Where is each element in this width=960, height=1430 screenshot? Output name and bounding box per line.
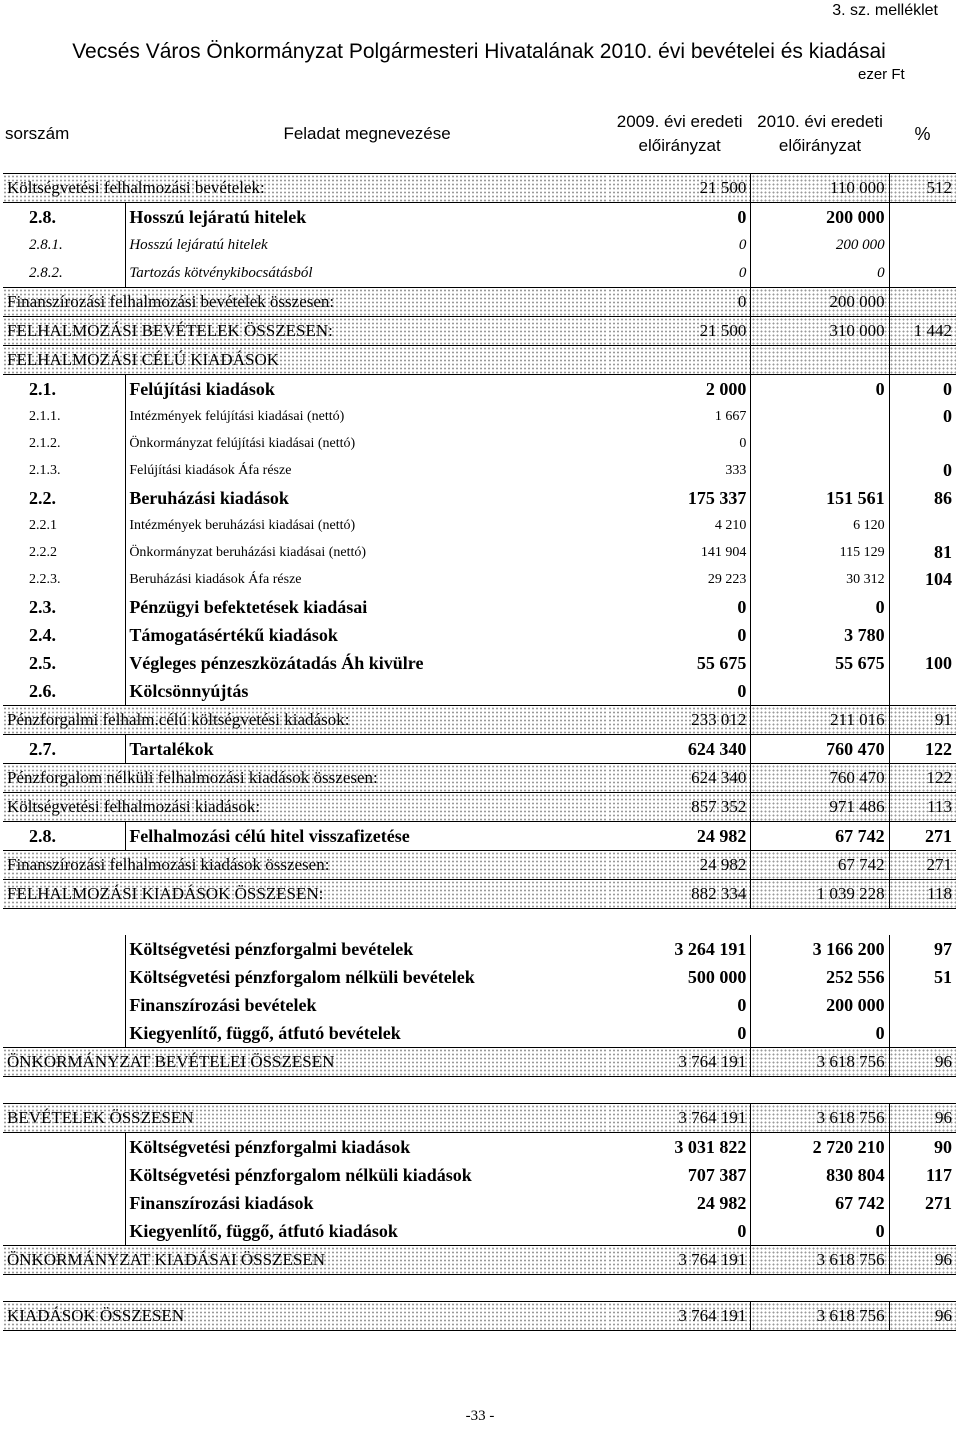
- row-value-2009: 3 764 191: [608, 1104, 751, 1133]
- row-value-2009: [608, 1077, 751, 1104]
- table-row: [3, 822, 956, 851]
- row-name: Végleges pénzeszközátadás Áh kivülre: [126, 649, 609, 677]
- row-name: FELHALMOZÁSI KIADÁSOK ÖSSZESEN:: [3, 880, 608, 909]
- row-value-2010: 67 742: [751, 1189, 889, 1217]
- row-name: [3, 1275, 608, 1302]
- row-value-2009: 24 982: [608, 851, 751, 880]
- row-value-2010: [751, 909, 889, 936]
- row-percent: [889, 621, 956, 649]
- row-value-2009: 882 334: [608, 880, 751, 909]
- row-code: 2.5.: [29, 652, 56, 673]
- row-name: BEVÉTELEK ÖSSZESEN: [3, 1104, 608, 1133]
- header-code: sorszám: [3, 95, 126, 174]
- row-name: Pénzügyi befektetések kiadásai: [126, 593, 609, 621]
- row-code: [3, 1189, 126, 1217]
- row-name: Finanszírozási felhalmozási kiadások összesen:: [3, 851, 608, 880]
- row-value-2009: 29 223: [608, 566, 751, 593]
- table-row: [3, 935, 956, 963]
- row-name: Hosszú lejáratú hitelek: [126, 203, 609, 232]
- table-row: [3, 1133, 956, 1162]
- row-value-2009: 2 000: [608, 375, 751, 404]
- table-row: [3, 706, 956, 735]
- row-code: [3, 1161, 126, 1189]
- table-row: [3, 259, 956, 288]
- table-header-row: [3, 95, 956, 174]
- row-code: 2.8.: [29, 825, 56, 846]
- table-row: [3, 539, 956, 566]
- row-value-2010: 115 129: [751, 539, 889, 566]
- row-value-2009: 233 012: [608, 706, 751, 735]
- row-value-2009: 21 500: [608, 317, 751, 346]
- row-code: 2.7.: [29, 738, 56, 759]
- row-percent: 0: [943, 460, 952, 480]
- row-value-2010: 67 742: [751, 851, 889, 880]
- row-code: [3, 935, 126, 963]
- row-name: Kölcsönnyújtás: [126, 677, 609, 706]
- header-v1: 2009. évi eredeti előirányzat: [608, 95, 751, 174]
- row-percent: [889, 991, 956, 1019]
- row-code: 2.2.2: [29, 544, 57, 560]
- row-value-2009: 624 340: [608, 735, 751, 764]
- row-value-2010: 0: [751, 259, 889, 288]
- row-value-2010: 3 618 756: [751, 1302, 889, 1331]
- annex-label: 3. sz. melléklet: [832, 2, 938, 19]
- row-name: Finanszírozási kiadások: [126, 1189, 609, 1217]
- row-name: Felújítási kiadások Áfa része: [126, 457, 609, 484]
- row-percent: [889, 430, 956, 457]
- row-value-2009: 1 667: [608, 403, 751, 430]
- row-value-2009: 175 337: [608, 484, 751, 512]
- row-name: Költségvetési pénzforgalmi bevételek: [126, 935, 609, 963]
- row-percent: 96: [889, 1302, 956, 1331]
- row-percent: 0: [943, 406, 952, 426]
- row-percent: [889, 1217, 956, 1246]
- row-value-2009: 0: [608, 677, 751, 706]
- row-value-2009: 55 675: [608, 649, 751, 677]
- row-percent: 96: [889, 1104, 956, 1133]
- table-row: [3, 880, 956, 909]
- row-value-2010: 110 000: [751, 174, 889, 203]
- row-name: Tartalékok: [126, 735, 609, 764]
- table-row: [3, 1246, 956, 1275]
- row-percent: [889, 909, 956, 936]
- table-row: [3, 764, 956, 793]
- row-name: Beruházási kiadások: [126, 484, 609, 512]
- row-value-2010: [751, 677, 889, 706]
- row-code: 2.2.: [29, 487, 56, 508]
- row-value-2010: 151 561: [751, 484, 889, 512]
- table-row: [3, 566, 956, 593]
- table-row: [3, 909, 956, 936]
- row-value-2010: 200 000: [751, 203, 889, 232]
- row-value-2010: 30 312: [751, 566, 889, 593]
- row-name: Költségvetési pénzforgalom nélküli bevételek: [126, 963, 609, 991]
- table-row: [3, 430, 956, 457]
- row-percent: 271: [925, 1192, 952, 1213]
- row-value-2010: 760 470: [751, 764, 889, 793]
- table-row: [3, 677, 956, 706]
- row-code: 2.8.2.: [29, 264, 63, 281]
- row-percent: [889, 512, 956, 539]
- row-percent: 122: [889, 764, 956, 793]
- table-row: [3, 1217, 956, 1246]
- row-value-2009: 0: [608, 593, 751, 621]
- row-percent: [889, 677, 956, 706]
- row-percent: [889, 1275, 956, 1302]
- row-name: Finanszírozási felhalmozási bevételek összesen:: [3, 288, 608, 317]
- table-row: [3, 1077, 956, 1104]
- row-value-2010: 0: [751, 1019, 889, 1048]
- row-value-2009: 500 000: [608, 963, 751, 991]
- row-code: 2.6.: [29, 680, 56, 701]
- row-value-2010: 3 618 756: [751, 1246, 889, 1275]
- row-code: 2.4.: [29, 624, 56, 645]
- row-value-2009: [608, 909, 751, 936]
- table-row: [3, 231, 956, 259]
- row-value-2009: 0: [608, 430, 751, 457]
- table-row: [3, 649, 956, 677]
- row-value-2010: [751, 1077, 889, 1104]
- row-percent: [889, 1019, 956, 1048]
- row-name: ÖNKORMÁNYZAT BEVÉTELEI ÖSSZESEN: [3, 1048, 608, 1077]
- row-value-2009: 0: [608, 231, 751, 259]
- row-name: Költségvetési pénzforgalmi kiadások: [126, 1133, 609, 1162]
- row-value-2009: 624 340: [608, 764, 751, 793]
- table-row: [3, 1161, 956, 1189]
- row-percent: 104: [925, 569, 952, 589]
- row-value-2009: [608, 346, 751, 375]
- row-name: FELHALMOZÁSI CÉLÚ KIADÁSOK: [3, 346, 608, 375]
- row-value-2009: 3 764 191: [608, 1302, 751, 1331]
- row-value-2010: 200 000: [751, 231, 889, 259]
- row-percent: [889, 259, 956, 288]
- table-row: [3, 317, 956, 346]
- table-row: [3, 1189, 956, 1217]
- table-row: [3, 963, 956, 991]
- row-value-2010: 200 000: [751, 991, 889, 1019]
- row-value-2010: [751, 457, 889, 484]
- row-percent: [889, 231, 956, 259]
- page-number: -33 -: [465, 1408, 495, 1424]
- row-percent: 90: [934, 1136, 952, 1157]
- table-row: [3, 203, 956, 232]
- row-percent: 97: [934, 938, 952, 959]
- row-value-2009: 333: [608, 457, 751, 484]
- row-value-2010: 3 618 756: [751, 1104, 889, 1133]
- row-value-2010: 830 804: [751, 1161, 889, 1189]
- row-value-2010: 971 486: [751, 793, 889, 822]
- row-value-2009: 24 982: [608, 1189, 751, 1217]
- row-percent: 117: [925, 1164, 952, 1185]
- row-value-2009: 0: [608, 621, 751, 649]
- row-percent: 100: [925, 652, 952, 673]
- row-value-2010: 3 780: [751, 621, 889, 649]
- row-name: Kiegyenlítő, függő, átfutó bevételek: [126, 1019, 609, 1048]
- row-code: 2.1.3.: [29, 462, 61, 478]
- table-row: [3, 1275, 956, 1302]
- row-value-2010: 1 039 228: [751, 880, 889, 909]
- row-value-2010: [751, 430, 889, 457]
- row-name: [3, 1077, 608, 1104]
- row-percent: 1 442: [889, 317, 956, 346]
- row-name: Pénzforgalom nélküli felhalmozási kiadások összesen:: [3, 764, 608, 793]
- table-row: [3, 735, 956, 764]
- table-row: [3, 346, 956, 375]
- row-name: Támogatásértékű kiadások: [126, 621, 609, 649]
- row-name: Beruházási kiadások Áfa része: [126, 566, 609, 593]
- row-value-2010: 0: [751, 375, 889, 404]
- row-value-2009: 0: [608, 991, 751, 1019]
- row-name: Intézmények felújítási kiadásai (nettó): [126, 403, 609, 430]
- row-code: 2.1.2.: [29, 435, 61, 451]
- header-pct: %: [889, 95, 956, 174]
- row-name: Önkormányzat felújítási kiadásai (nettó): [126, 430, 609, 457]
- row-name: Kiegyenlítő, függő, átfutó kiadások: [126, 1217, 609, 1246]
- row-value-2009: 857 352: [608, 793, 751, 822]
- row-code: [3, 1133, 126, 1162]
- row-value-2010: 2 720 210: [751, 1133, 889, 1162]
- row-name: FELHALMOZÁSI BEVÉTELEK ÖSSZESEN:: [3, 317, 608, 346]
- table-row: [3, 512, 956, 539]
- row-value-2010: 6 120: [751, 512, 889, 539]
- table-row: [3, 288, 956, 317]
- row-percent: 86: [934, 487, 952, 508]
- row-name: KIADÁSOK ÖSSZESEN: [3, 1302, 608, 1331]
- row-code: 2.1.1.: [29, 408, 61, 424]
- row-name: Felhalmozási célú hitel visszafizetése: [126, 822, 609, 851]
- row-value-2009: 707 387: [608, 1161, 751, 1189]
- row-value-2010: 252 556: [751, 963, 889, 991]
- row-percent: 512: [889, 174, 956, 203]
- row-value-2009: 0: [608, 288, 751, 317]
- row-value-2009: 0: [608, 259, 751, 288]
- row-value-2010: 55 675: [751, 649, 889, 677]
- table-row: [3, 1302, 956, 1331]
- row-code: [3, 963, 126, 991]
- header-name: Feladat megnevezése: [126, 95, 609, 174]
- row-code: 2.3.: [29, 596, 56, 617]
- row-value-2010: 200 000: [751, 288, 889, 317]
- row-value-2010: 3 166 200: [751, 935, 889, 963]
- row-percent: 113: [889, 793, 956, 822]
- row-name: Költségvetési felhalmozási bevételek:: [3, 174, 608, 203]
- row-value-2010: 760 470: [751, 735, 889, 764]
- table-row: [3, 484, 956, 512]
- row-name: Önkormányzat beruházási kiadásai (nettó): [126, 539, 609, 566]
- row-name: Felújítási kiadások: [126, 375, 609, 404]
- row-percent: [889, 593, 956, 621]
- table-row: [3, 174, 956, 203]
- row-name: Finanszírozási bevételek: [126, 991, 609, 1019]
- row-name: Tartozás kötvénykibocsátásból: [126, 259, 609, 288]
- row-percent: 96: [889, 1048, 956, 1077]
- table-row: [3, 851, 956, 880]
- header-v2: 2010. évi eredeti előirányzat: [751, 95, 889, 174]
- row-code: 2.1.: [29, 378, 56, 399]
- row-value-2009: 0: [608, 1217, 751, 1246]
- unit-label: ezer Ft: [858, 66, 905, 83]
- row-value-2009: [608, 1275, 751, 1302]
- row-code: 2.2.1: [29, 517, 57, 533]
- row-percent: [889, 203, 956, 232]
- row-percent: 118: [889, 880, 956, 909]
- table-row: [3, 1104, 956, 1133]
- row-percent: 51: [934, 966, 952, 987]
- row-value-2010: 310 000: [751, 317, 889, 346]
- row-value-2009: 3 264 191: [608, 935, 751, 963]
- row-name: Költségvetési felhalmozási kiadások:: [3, 793, 608, 822]
- row-percent: 122: [925, 738, 952, 759]
- row-value-2009: 24 982: [608, 822, 751, 851]
- row-code: 2.8.: [29, 206, 56, 227]
- row-percent: 96: [889, 1246, 956, 1275]
- row-code: 2.2.3.: [29, 571, 61, 587]
- row-percent: 0: [943, 378, 952, 399]
- row-value-2010: 211 016: [751, 706, 889, 735]
- row-value-2009: 0: [608, 1019, 751, 1048]
- row-code: [3, 1217, 126, 1246]
- budget-table: [3, 95, 956, 1331]
- table-row: [3, 593, 956, 621]
- row-percent: 271: [925, 825, 952, 846]
- table-row: [3, 403, 956, 430]
- row-percent: 91: [889, 706, 956, 735]
- row-value-2010: 67 742: [751, 822, 889, 851]
- row-value-2009: 3 764 191: [608, 1246, 751, 1275]
- row-value-2010: 0: [751, 593, 889, 621]
- row-percent: 271: [889, 851, 956, 880]
- row-value-2009: 4 210: [608, 512, 751, 539]
- row-name: ÖNKORMÁNYZAT KIADÁSAI ÖSSZESEN: [3, 1246, 608, 1275]
- row-percent: [889, 1077, 956, 1104]
- row-value-2009: 0: [608, 203, 751, 232]
- row-value-2010: 3 618 756: [751, 1048, 889, 1077]
- row-value-2010: [751, 1275, 889, 1302]
- row-name: [3, 909, 608, 936]
- row-value-2010: [751, 346, 889, 375]
- row-code: 2.8.1.: [29, 236, 63, 253]
- table-row: [3, 1019, 956, 1048]
- row-value-2009: 3 031 822: [608, 1133, 751, 1162]
- table-row: [3, 793, 956, 822]
- table-row: [3, 457, 956, 484]
- row-value-2010: [751, 403, 889, 430]
- row-value-2010: 0: [751, 1217, 889, 1246]
- row-name: Hosszú lejáratú hitelek: [126, 231, 609, 259]
- row-percent: [889, 346, 956, 375]
- row-name: Pénzforgalmi felhalm.célú költségvetési kiadások:: [3, 706, 608, 735]
- table-row: [3, 375, 956, 404]
- row-name: Költségvetési pénzforgalom nélküli kiadások: [126, 1161, 609, 1189]
- row-value-2009: 21 500: [608, 174, 751, 203]
- table-row: [3, 1048, 956, 1077]
- row-percent: 81: [934, 542, 952, 562]
- table-row: [3, 991, 956, 1019]
- row-percent: [889, 288, 956, 317]
- row-name: Intézmények beruházási kiadásai (nettó): [126, 512, 609, 539]
- row-code: [3, 991, 126, 1019]
- row-value-2009: 3 764 191: [608, 1048, 751, 1077]
- row-code: [3, 1019, 126, 1048]
- document-title: Vecsés Város Önkormányzat Polgármesteri Hivatalának 2010. évi bevételei és kiadásai: [72, 40, 886, 63]
- row-value-2009: 141 904: [608, 539, 751, 566]
- table-row: [3, 621, 956, 649]
